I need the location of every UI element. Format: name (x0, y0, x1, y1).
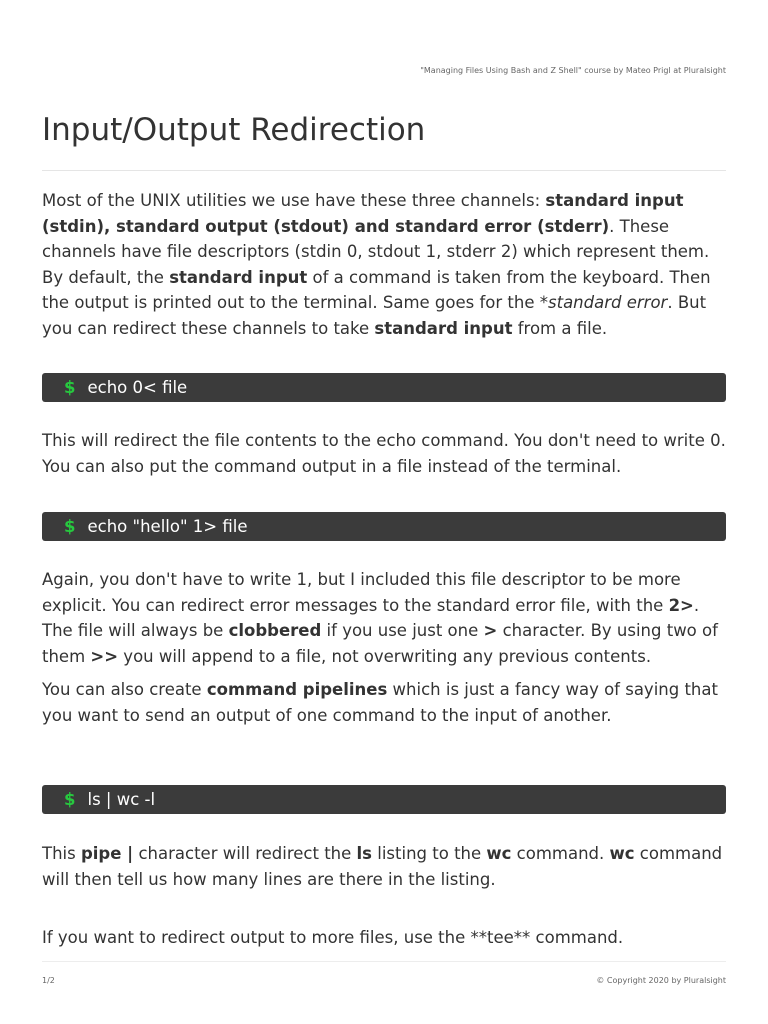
paragraph-pipelines: You can also create command pipelines which is just a fancy way of saying that you want to send an output of one command to the input of another. (42, 680, 718, 725)
shell-prompt: $ (64, 790, 76, 809)
paragraph-pipe-explanation: This pipe | character will redirect the ls listing to the wc command. wc command will then tell us how many lines are there in the listing. (42, 844, 723, 889)
page-title: Input/Output Redirection (42, 112, 426, 148)
footer-divider (42, 961, 726, 962)
copyright-notice: © Copyright 2020 by Pluralsight (596, 976, 726, 985)
code-command: echo "hello" 1> file (87, 517, 248, 536)
paragraph-channels: Most of the UNIX utilities we use have these three channels: standard input (stdin), standard output (stdout) and standard error (stderr). These channels have file descriptors (stdin 0, stdout 1, stderr 2) which represent them. By default, the standard input of a command is taken from the keyboard. Then the output is printed out to the terminal. Same goes for the *standard error. But you can redirect these channels to take standard input from a file. (42, 191, 711, 338)
paragraph-clobbered: Again, you don't have to write 1, but I included this file descriptor to be more explicit. You can redirect error messages to the standard error file, with the 2>. The file will always be clobbered if you use just one > character. By using two of them >> you will append to a file, not overwriting any previous contents. (42, 570, 718, 666)
code-block-echo-stdin (42, 373, 726, 402)
code-command: echo 0< file (87, 378, 188, 397)
code-block-echo-stdout (42, 512, 726, 541)
page-number: 1/2 (42, 976, 55, 985)
title-divider (42, 170, 726, 171)
shell-prompt: $ (64, 378, 76, 397)
code-command: ls | wc -l (87, 790, 156, 809)
paragraph-tee: If you want to redirect output to more files, use the **tee** command. (42, 928, 624, 947)
code-block-pipe (42, 785, 726, 814)
paragraph-redirect-file: This will redirect the file contents to the echo command. You don't need to write 0. You can also put the command output in a file instead of the terminal. (42, 431, 726, 476)
course-credit: "Managing Files Using Bash and Z Shell" course by Mateo Prigl at Pluralsight (420, 66, 726, 75)
shell-prompt: $ (64, 517, 76, 536)
